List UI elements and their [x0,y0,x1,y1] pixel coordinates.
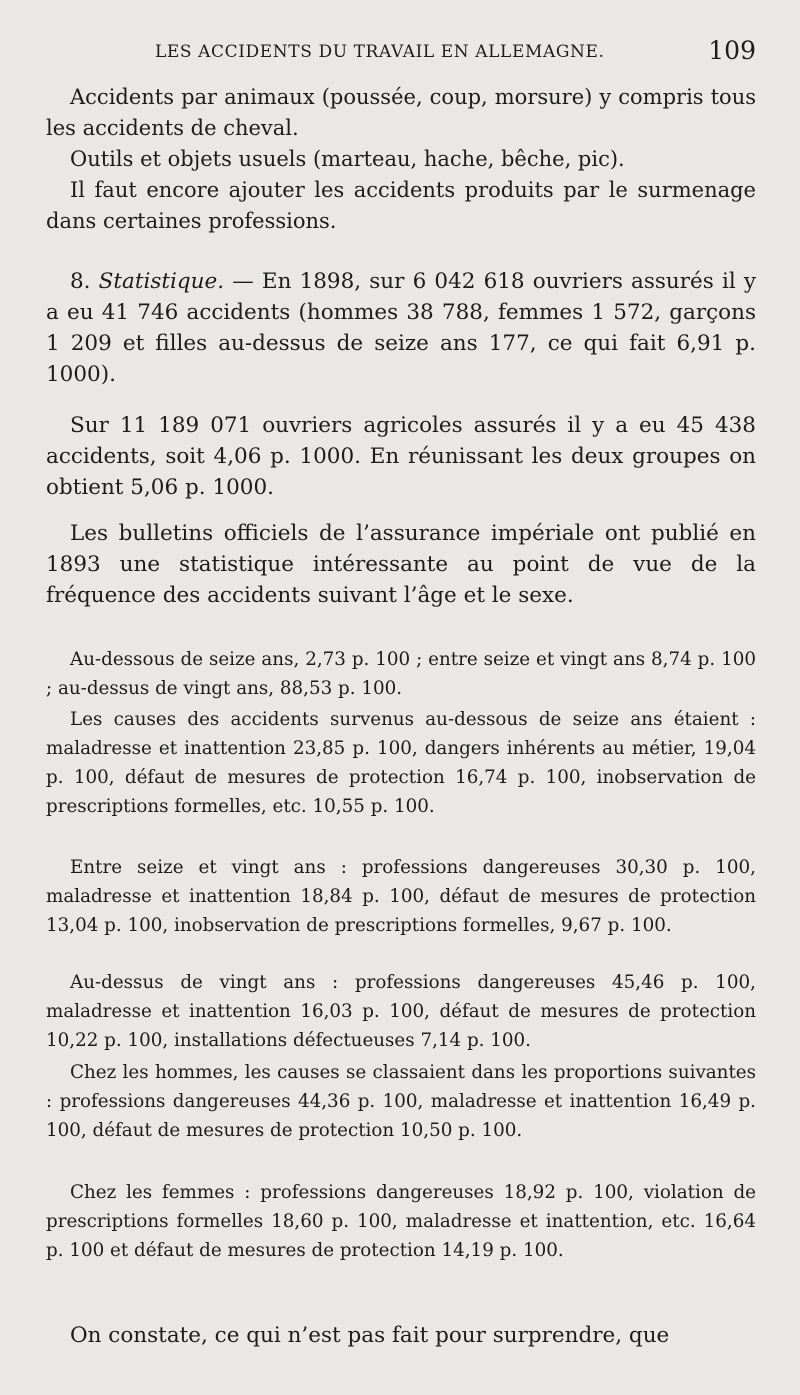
paragraph-official-bulletins: Les bulletins officiels de l’assurance impériale ont publié en 1893 une statistique intéressante au point de vue de la fréquence des accidents suivant l’âge et le sexe. [46,521,756,608]
section-text: — En 1898, sur 6 042 618 ouvriers assurés il y a eu 41 746 accidents (hommes 38 788, femmes 1 572, garçons 1 209 et filles au-dessus de seize ans 177, ce qui fait 6,91 p. 1000). [46,269,756,387]
section-8-statistique [46,266,756,390]
page-number: 109 [708,36,756,65]
paragraph-tools: Outils et objets usuels (marteau, hache, bêche, pic). [70,147,625,171]
paragraph-agricultural-workers: Sur 11 189 071 ouvriers agricoles assurés il y a eu 45 438 accidents, soit 4,06 p. 1000. En réunissant les deux groupes on obtient 5,06 p. 1000. [46,413,756,500]
paragraph-animal-accidents: Accidents par animaux (poussée, coup, morsure) y compris tous les accidents de cheval. [46,85,756,140]
page-header [60,36,756,72]
paragraph-causes-under-sixteen: Les causes des accidents survenus au-dessous de seize ans étaient : maladresse et inattention 23,85 p. 100, dangers inhérents au métier, 19,04 p. 100, défaut de mesures de protection 16,74 p. 100, inobservation de prescriptions formelles, etc. 10,55 p. 100. [46,709,756,817]
paragraph-overwork: Il faut encore ajouter les accidents produits par le surmenage dans certaines professions. [46,178,756,233]
section-number: 8. [70,269,91,294]
paragraph-causes-men: Chez les hommes, les causes se classaient dans les proportions suivantes : professions dangereuses 44,36 p. 100, maladresse et inattention 16,49 p. 100, défaut de mesures de protection 10,50 p. 100. [46,1062,756,1141]
section-title: Statistique. [98,269,225,294]
paragraph-causes-over-twenty: Au-dessus de vingt ans : professions dangereuses 45,46 p. 100, maladresse et inattention 16,03 p. 100, défaut de mesures de protection 10,22 p. 100, installations défectueuses 7,14 p. 100. [46,972,756,1051]
paragraph-causes-women: Chez les femmes : professions dangereuses 18,92 p. 100, violation de prescriptions formelles 18,60 p. 100, maladresse et inattention, etc. 16,64 p. 100 et défaut de mesures de protection 14,19 p. 100. [46,1182,756,1261]
paragraph-causes-sixteen-twenty: Entre seize et vingt ans : professions dangereuses 30,30 p. 100, maladresse et inattention 18,84 p. 100, défaut de mesures de protection 13,04 p. 100, inobservation de prescriptions formelles, 9,67 p. 100. [46,857,756,936]
running-head: LES ACCIDENTS DU TRAVAIL EN ALLEMAGNE. [155,42,605,62]
paragraph-conclusion: On constate, ce qui n’est pas fait pour surprendre, que [70,1323,670,1348]
paragraph-age-distribution: Au-dessous de seize ans, 2,73 p. 100 ; entre seize et vingt ans 8,74 p. 100 ; au-dessus de vingt ans, 88,53 p. 100. [46,649,756,699]
